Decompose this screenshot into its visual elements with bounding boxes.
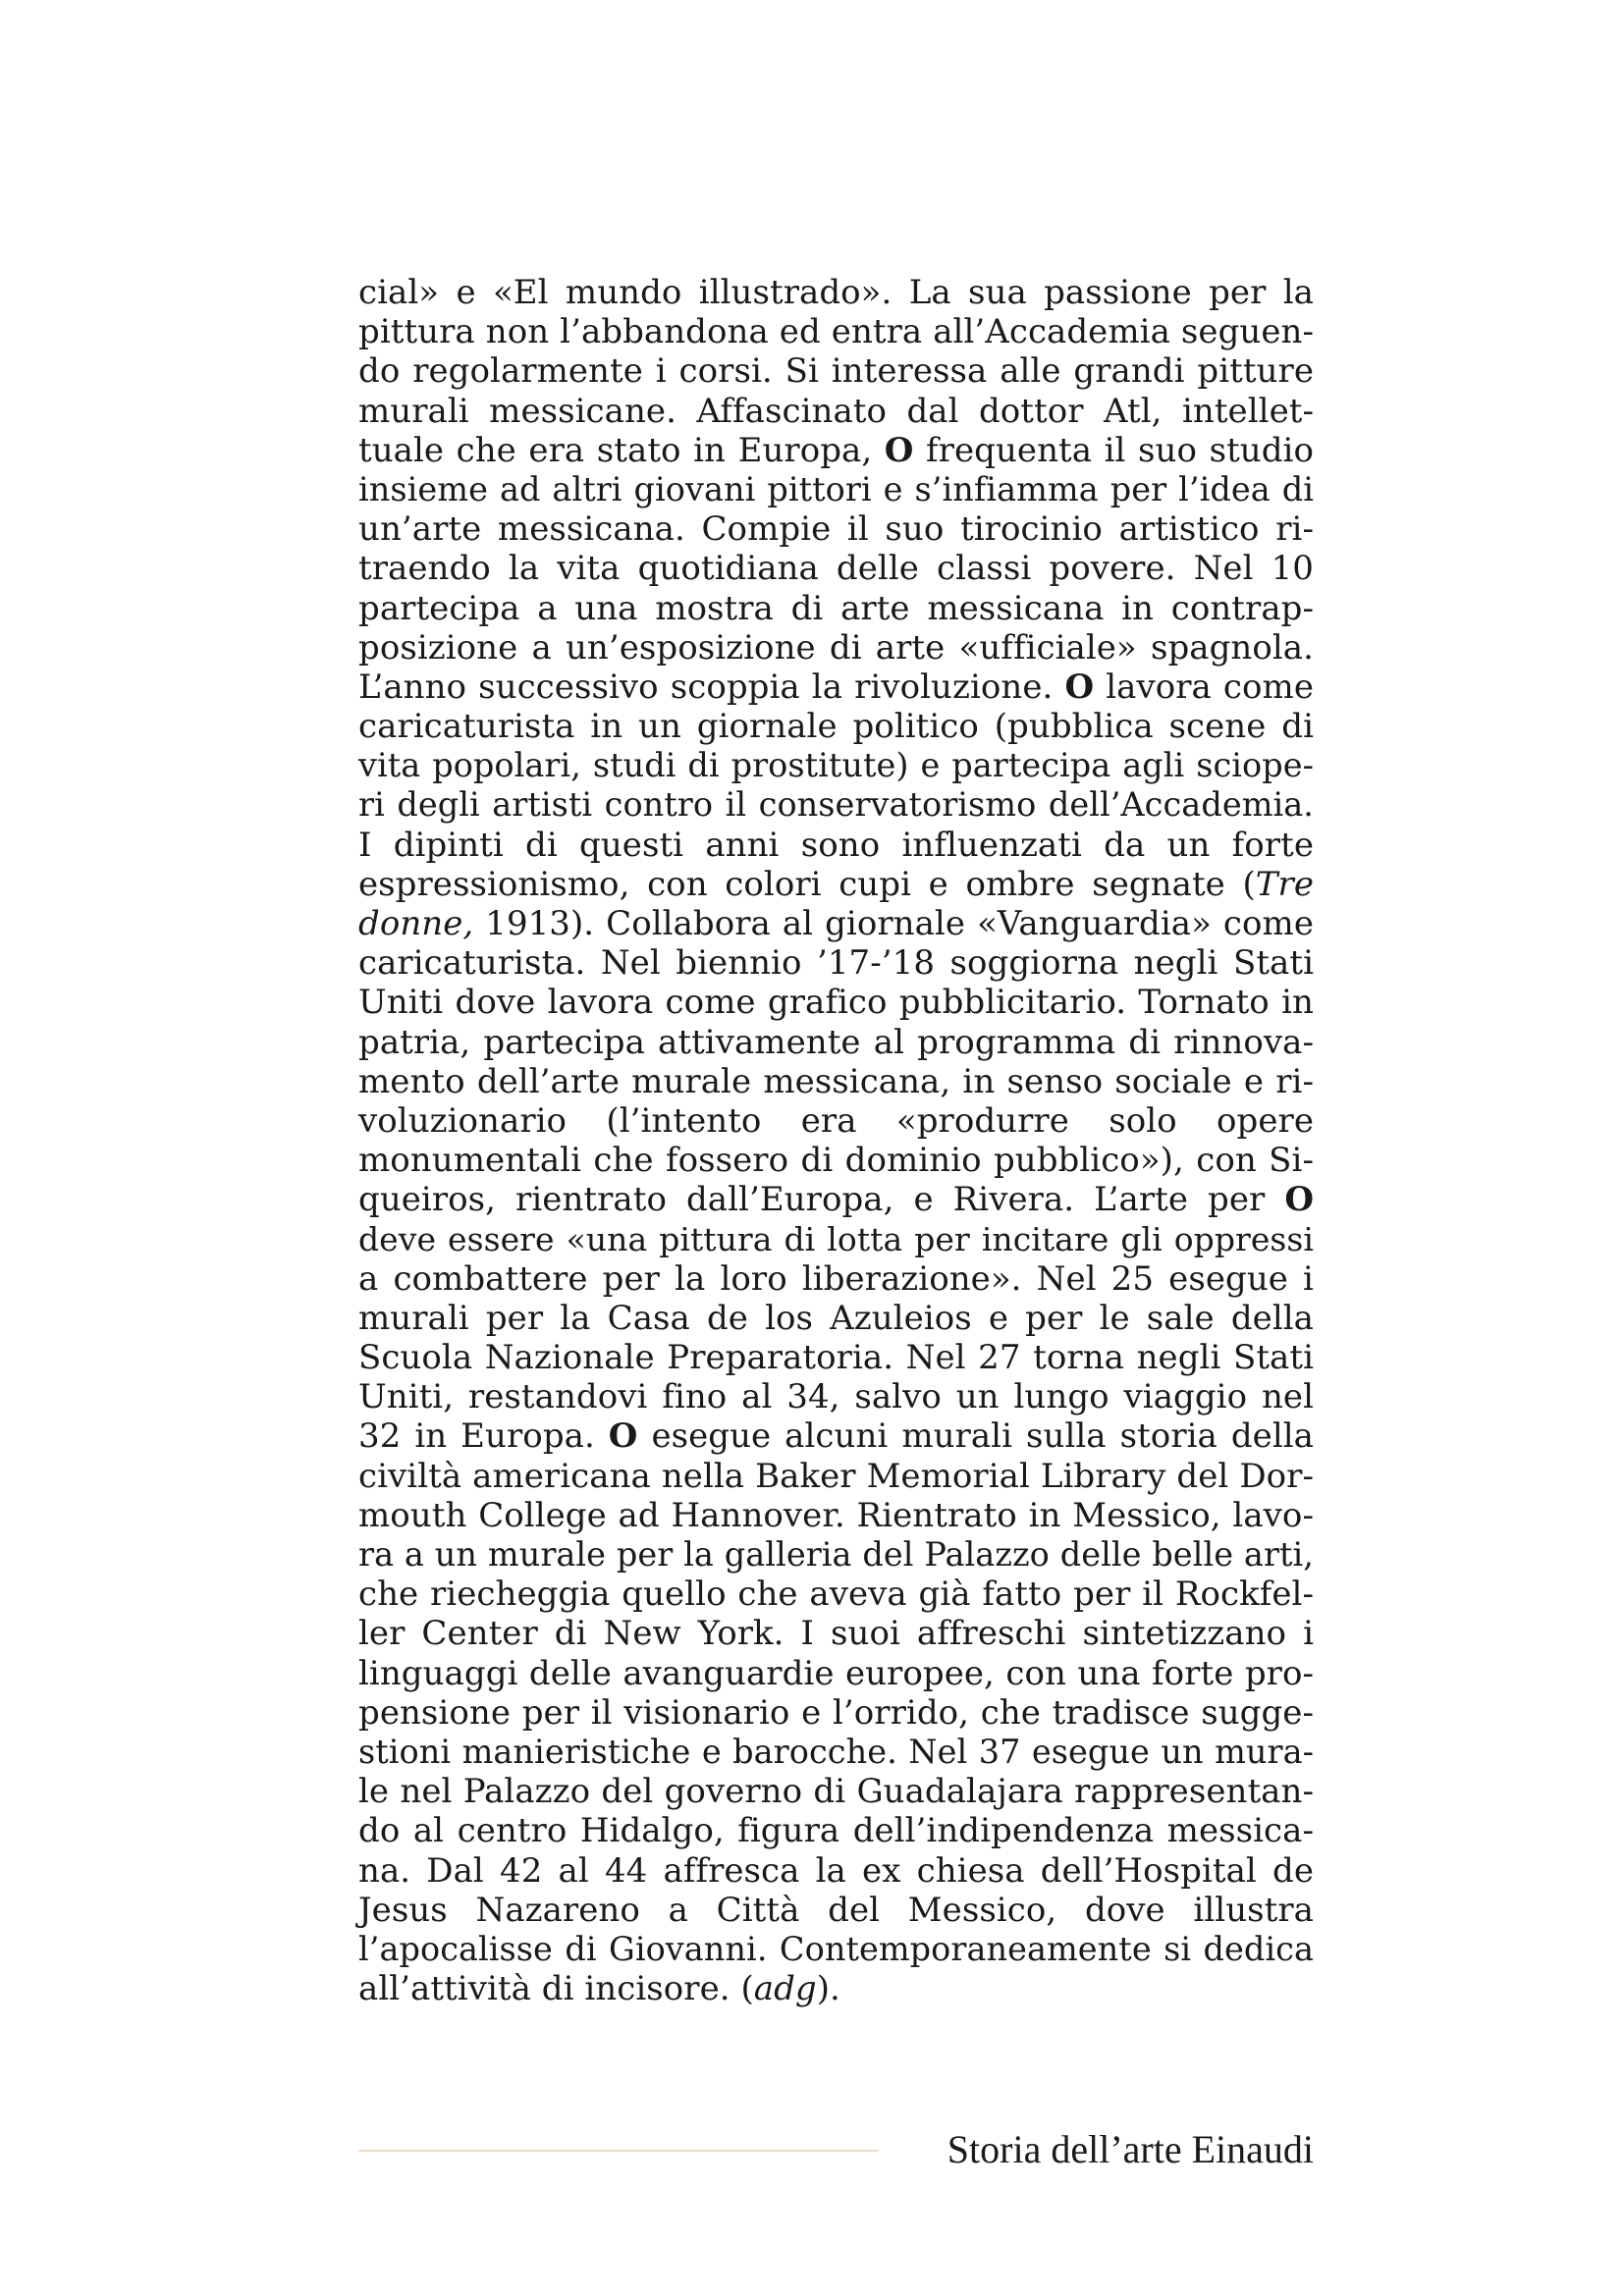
text-line — [358, 904, 1314, 943]
line-text: posizione a un’esposizione di arte «ufficiale» spagnola. — [358, 627, 1314, 667]
text-line — [358, 470, 1314, 509]
footer-divider — [358, 2150, 879, 2152]
line-text: all’attività di incisore. ( — [358, 1969, 754, 2009]
text-line — [358, 1851, 1314, 1891]
line-text: espressionismo, con colori cupi e ombre segnate ( — [358, 864, 1256, 904]
line-text: caricaturista in un giornale politico (pubblica scene di — [358, 707, 1314, 747]
line-text: 1913). Collabora al giornale «Vanguardia» come — [473, 904, 1314, 943]
text-line — [358, 1457, 1314, 1496]
line-text: ri degli artisti contro il conservatorismo dell’Accademia. — [358, 785, 1314, 825]
line-text: queiros, rientrato dall’Europa, e Rivera. L’arte per — [358, 1180, 1285, 1220]
line-text: traendo la vita quotidiana delle classi povere. Nel 10 — [358, 549, 1314, 589]
text-line — [358, 1891, 1314, 1930]
text-line — [358, 392, 1314, 431]
text-line — [358, 865, 1314, 904]
line-text: do al centro Hidalgo, figura dell’indipendenza messica- — [358, 1811, 1314, 1851]
line-text: lavora come — [1094, 667, 1315, 707]
text-line — [358, 273, 1314, 312]
artist-initial: O — [1064, 667, 1095, 707]
text-line — [358, 351, 1314, 391]
line-text: a combattere per la loro liberazione». Nel 25 esegue i — [358, 1258, 1314, 1299]
line-text: pensione per il visionario e l’orrido, che tradisce sugge- — [358, 1692, 1314, 1733]
text-line — [358, 431, 1314, 470]
body-text — [358, 273, 1314, 2008]
text-line — [358, 1180, 1314, 1219]
line-text: Uniti, restandovi fino al 34, salvo un lungo viaggio nel — [358, 1377, 1314, 1417]
line-text: patria, partecipa attivamente al programma di rinnova- — [358, 1022, 1314, 1062]
line-text: ra a un murale per la galleria del Palazzo delle belle arti, — [358, 1535, 1314, 1574]
line-text: ). — [816, 1969, 840, 2009]
text-line — [358, 1259, 1314, 1299]
text-line — [358, 1930, 1314, 1969]
text-line — [358, 785, 1314, 825]
text-line — [358, 628, 1314, 667]
line-text: I dipinti di questi anni sono influenzati da un forte — [358, 825, 1314, 865]
text-line — [358, 509, 1314, 549]
text-line — [358, 1772, 1314, 1811]
text-line — [358, 826, 1314, 865]
author-initials: adg — [753, 1969, 817, 2009]
text-line — [358, 1535, 1314, 1575]
text-line — [358, 1969, 1314, 2008]
line-text: murali per la Casa de los Azuleios e per le sale della — [358, 1298, 1314, 1338]
text-line — [358, 1614, 1314, 1653]
text-line — [358, 1416, 1314, 1456]
page-footer — [358, 2120, 1314, 2179]
text-line — [358, 983, 1314, 1022]
text-line — [358, 1338, 1314, 1377]
line-text: civiltà americana nella Baker Memorial Library del Dor- — [358, 1456, 1314, 1496]
text-line — [358, 1811, 1314, 1850]
text-line — [358, 1733, 1314, 1772]
text-line — [358, 1654, 1314, 1693]
line-text: frequenta il suo studio — [913, 430, 1314, 470]
line-text: 32 in Europa. — [358, 1416, 609, 1457]
line-text: cial» e «El mundo illustrado». La sua passione per la — [358, 273, 1314, 312]
line-text: L’anno successivo scoppia la rivoluzione. — [358, 667, 1065, 707]
footer-title: Storia dell’arte Einaudi — [947, 2127, 1314, 2171]
line-text: pittura non l’abbandona ed entra all’Accademia seguen- — [358, 312, 1314, 352]
line-text: Jesus Nazareno a Città del Messico, dove illustra — [358, 1890, 1314, 1930]
text-line — [358, 1377, 1314, 1416]
text-line — [358, 312, 1314, 351]
text-line — [358, 1023, 1314, 1062]
text-line — [358, 1575, 1314, 1614]
text-line — [358, 1496, 1314, 1535]
line-text: tuale che era stato in Europa, — [358, 430, 885, 470]
text-line — [358, 707, 1314, 746]
artwork-title: donne, — [358, 904, 474, 943]
text-line — [358, 1141, 1314, 1180]
text-line — [358, 549, 1314, 588]
line-text: mento dell’arte murale messicana, in senso sociale e ri- — [358, 1061, 1314, 1101]
text-line — [358, 589, 1314, 628]
line-text: che riecheggia quello che aveva già fatto per il Rockfel- — [358, 1575, 1314, 1615]
line-text: insieme ad altri giovani pittori e s’infiamma per l’idea di — [358, 469, 1314, 508]
text-line — [358, 1101, 1314, 1141]
line-text: le nel Palazzo del governo di Guadalajara rappresentan- — [358, 1772, 1314, 1812]
line-text: un’arte messicana. Compie il suo tirocinio artistico ri- — [358, 509, 1314, 550]
line-text: Scuola Nazionale Preparatoria. Nel 27 torna negli Stati — [358, 1338, 1314, 1378]
line-text: esegue alcuni murali sulla storia della — [637, 1416, 1314, 1457]
line-text: voluzionario (l’intento era «produrre solo opere — [358, 1100, 1314, 1141]
text-line — [358, 1693, 1314, 1733]
artist-initial: O — [884, 430, 914, 470]
text-line — [358, 667, 1314, 707]
line-text: linguaggi delle avanguardie europee, con una forte pro- — [358, 1653, 1314, 1693]
line-text: partecipa a una mostra di arte messicana in contrap- — [358, 588, 1314, 628]
line-text: stioni manieristiche e barocche. Nel 37 esegue un mura- — [358, 1732, 1314, 1771]
line-text: caricaturista. Nel biennio ’17-’18 soggiorna negli Stati — [358, 943, 1314, 984]
text-line — [358, 1062, 1314, 1101]
line-text: na. Dal 42 al 44 affresca la ex chiesa dell’Hospital de — [358, 1850, 1314, 1891]
text-line — [358, 1220, 1314, 1259]
line-text: Uniti dove lavora come grafico pubblicitario. Tornato in — [358, 983, 1314, 1023]
line-text: mouth College ad Hannover. Rientrato in Messico, lavo- — [358, 1495, 1314, 1535]
line-text: monumentali che fossero di dominio pubblico»), con Si- — [358, 1141, 1314, 1181]
artist-initial: O — [1284, 1180, 1314, 1220]
line-text: ler Center di New York. I suoi affreschi sintetizzano i — [358, 1614, 1314, 1654]
artwork-title: Tre — [1255, 864, 1314, 904]
line-text: vita popolari, studi di prostitute) e partecipa agli sciope- — [358, 746, 1314, 785]
line-text: murali messicane. Affascinato dal dottor Atl, intellet- — [358, 391, 1314, 431]
text-line — [358, 746, 1314, 785]
line-text: do regolarmente i corsi. Si interessa alle grandi pitture — [358, 351, 1314, 392]
text-line — [358, 1299, 1314, 1338]
line-text: deve essere «una pittura di lotta per incitare gli oppressi — [358, 1219, 1314, 1258]
text-line — [358, 943, 1314, 983]
line-text: l’apocalisse di Giovanni. Contemporaneamente si dedica — [358, 1929, 1314, 1968]
artist-initial: O — [608, 1416, 638, 1457]
